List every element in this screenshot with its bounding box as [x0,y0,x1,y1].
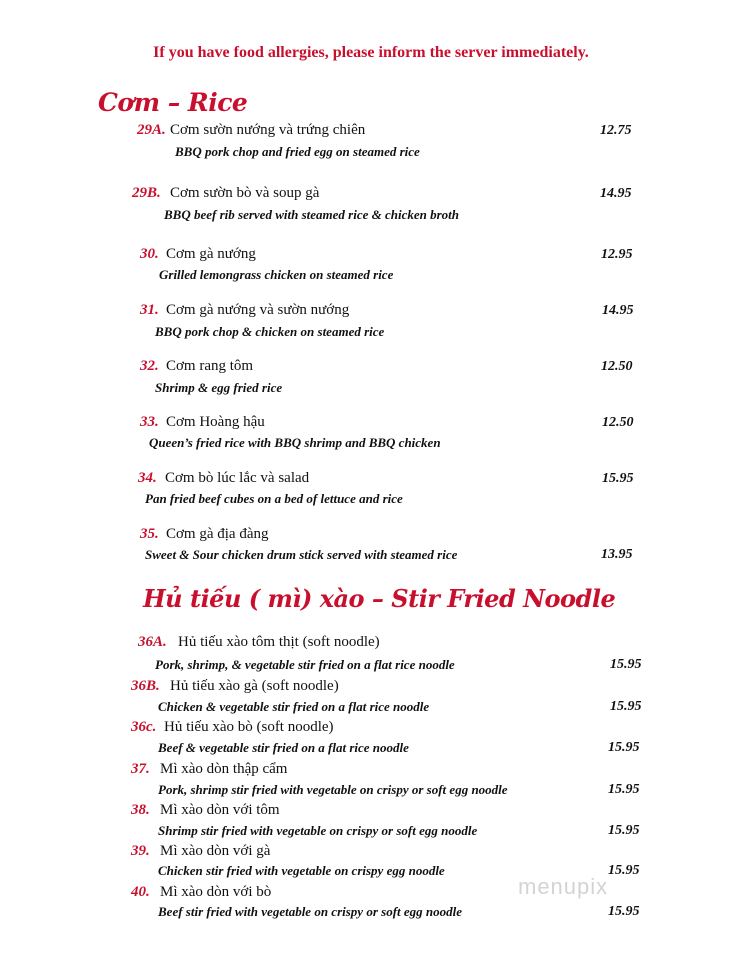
item-number: 39. [131,843,150,859]
item-name: Cơm rang tôm [166,358,254,374]
section-title-rice: Cơm – Rice [98,88,248,117]
item-number: 36A. [138,634,167,650]
item-description: Queen’s fried rice with BBQ shrimp and BBQ chicken [149,435,441,450]
item-description: Chicken stir fried with vegetable on crispy egg noodle [158,863,445,878]
item-number: 33. [140,414,159,430]
item-name: Cơm gà nướng và sườn nướng [166,302,350,318]
item-price: 15.95 [608,863,640,878]
watermark-logo: menupix [518,874,609,899]
item-name: Mì xào dòn với tôm [160,802,280,818]
item-number: 34. [138,470,157,486]
item-name: Cơm gà địa đàng [166,526,269,542]
item-name: Cơm sườn nướng và trứng chiên [170,122,366,138]
item-name: Hủ tiếu xào tôm thịt (soft noodle) [178,634,380,650]
item-description: Sweet & Sour chicken drum stick served with steamed rice [145,547,458,562]
item-description: Grilled lemongrass chicken on steamed rice [159,267,394,282]
section-title-stir-fried-noodle: Hủ tiếu ( mì) xào – Stir Fried Noodle [143,584,616,613]
item-price: 15.95 [610,657,642,672]
item-description: Pork, shrimp, & vegetable stir fried on a flat rice noodle [155,657,455,672]
item-name: Hủ tiếu xào bò (soft noodle) [164,719,334,735]
item-name: Mì xào dòn với bò [160,884,272,900]
item-description: Pork, shrimp stir fried with vegetable on crispy or soft egg noodle [158,782,508,797]
item-number: 35. [140,526,159,542]
item-number: 32. [140,358,159,374]
item-price: 12.50 [602,415,634,430]
item-price: 14.95 [602,303,634,318]
item-description: BBQ beef rib served with steamed rice & chicken broth [164,207,460,222]
item-price: 13.95 [601,547,633,562]
item-number: 40. [131,884,150,900]
item-number: 29A. [137,122,166,138]
item-description: Shrimp stir fried with vegetable on crispy or soft egg noodle [158,823,478,838]
item-name: Hủ tiếu xào gà (soft noodle) [170,678,339,694]
item-description: BBQ pork chop and fried egg on steamed rice [175,144,420,159]
item-price: 15.95 [608,782,640,797]
item-description: BBQ pork chop & chicken on steamed rice [155,324,385,339]
item-number: 31. [140,302,159,318]
item-name: Mì xào dòn thập cẩm [160,761,288,777]
item-number: 29B. [132,185,161,201]
item-name: Mì xào dòn với gà [160,843,271,859]
item-number: 36c. [131,719,157,735]
item-number: 37. [131,761,150,777]
item-price: 15.95 [602,471,634,486]
item-price: 12.95 [601,247,633,262]
item-description: Beef & vegetable stir fried on a flat rice noodle [158,740,409,755]
item-description: Pan fried beef cubes on a bed of lettuce and rice [145,491,403,506]
item-price: 12.75 [600,123,632,138]
item-number: 30. [140,246,159,262]
item-number: 38. [131,802,150,818]
item-price: 15.95 [608,740,640,755]
item-name: Cơm bò lúc lắc và salad [165,470,310,486]
item-price: 15.95 [608,904,640,919]
item-description: Chicken & vegetable stir fried on a flat rice noodle [158,699,430,714]
item-number: 36B. [131,678,160,694]
item-price: 15.95 [608,823,640,838]
item-price: 14.95 [600,186,632,201]
item-name: Cơm gà nướng [166,246,256,262]
item-price: 15.95 [610,699,642,714]
item-name: Cơm sườn bò và soup gà [170,185,320,201]
allergy-notice: If you have food allergies, please inform the server immediately. [153,44,589,61]
item-description: Shrimp & egg fried rice [155,380,283,395]
item-name: Cơm Hoàng hậu [166,414,265,430]
item-price: 12.50 [601,359,633,374]
item-description: Beef stir fried with vegetable on crispy or soft egg noodle [158,904,463,919]
